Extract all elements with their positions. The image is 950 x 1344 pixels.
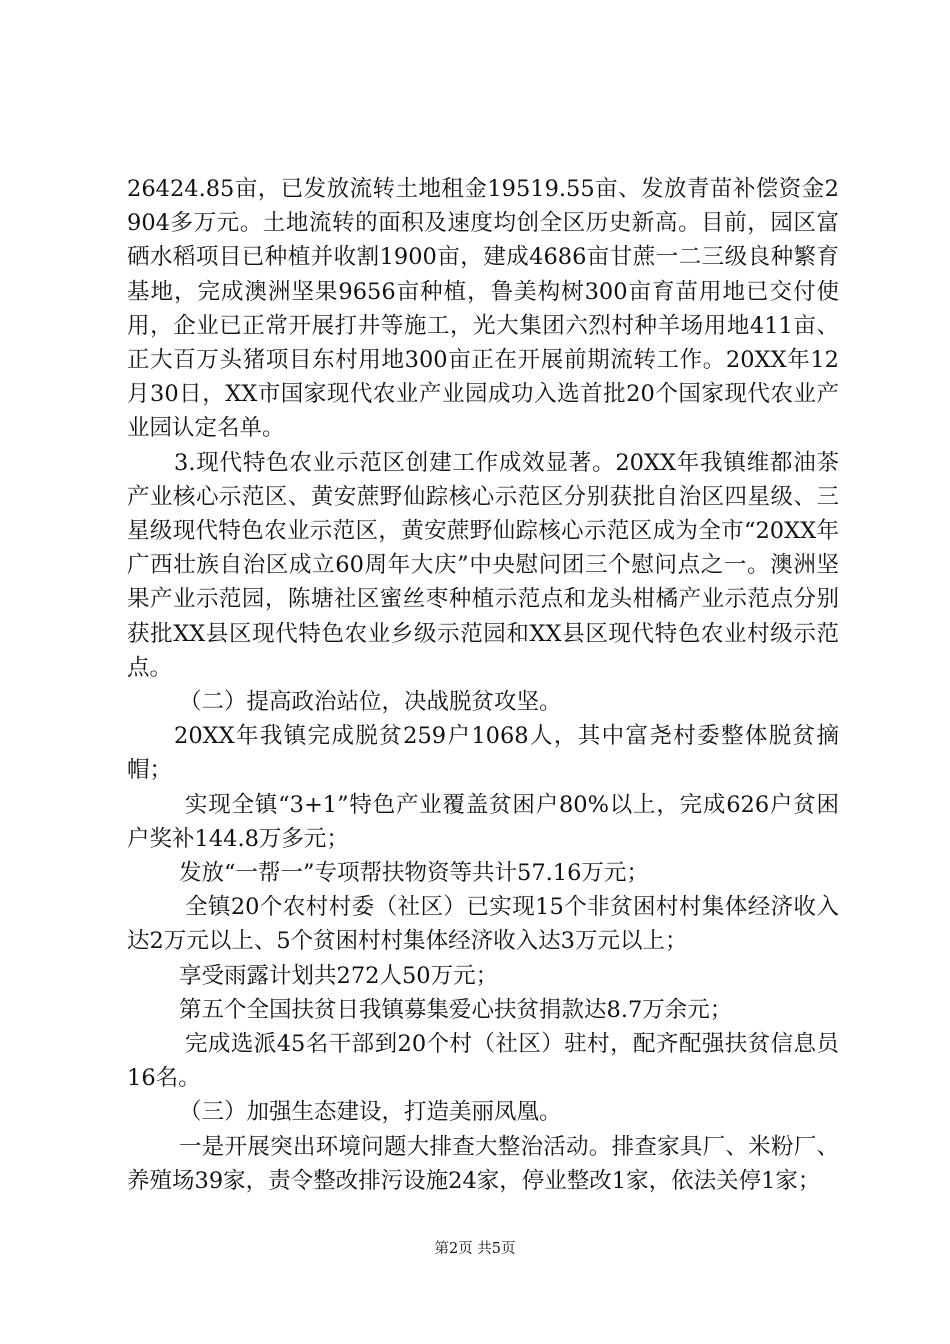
page-number: 第2页 共5页 — [434, 1241, 516, 1257]
paragraph-donations: 第五个全国扶贫日我镇募集爱心扶贫捐款达8.7万余元； — [179, 996, 733, 1023]
paragraph-industry-coverage: 实现全镇“3+1”特色产业覆盖贫困户80%以上，完成626户贫困户奖补144.8万多元； — [127, 791, 839, 852]
paragraph-poverty-relief: 20XX年我镇完成脱贫259户1068人，其中富尧村委整体脱贫摘帽； — [127, 723, 839, 784]
section-heading-poverty: （二）提高政治站位，决战脱贫攻坚。 — [179, 689, 562, 716]
paragraph-demo-zone: 3.现代特色农业示范区创建工作成效显著。20XX年我镇维都油茶产业核心示范区、黄安蔗野仙踪核心示范区分别获批自治区四星级、三星级现代特色农业示范区，黄安蔗野仙踪核心示范区成为全市“20XX年广西壮族自治区成立60周年大庆”中央慰问团三个慰问点之一。澳洲坚果产业示范园，陈塘社区蜜丝枣种植示范点和龙头柑橘产业示范点分别获批XX县区现代特色农业乡级示范园和XX县区现代特色农业村级示范点。 — [127, 449, 839, 681]
paragraph-collective-income: 全镇20个农村村委（社区）已实现15个非贫困村村集体经济收入达2万元以上、5个贫困村村集体经济收入达3万元以上； — [127, 894, 839, 955]
paragraph-cadres: 完成选派45名干部到20个村（社区）驻村，配齐配强扶贫信息员16名。 — [127, 1031, 839, 1092]
paragraph-rain-dew-plan: 享受雨露计划共272人50万元； — [179, 962, 499, 989]
document-body — [127, 172, 839, 1198]
paragraph-assistance-materials: 发放“一帮一”专项帮扶物资等共计57.16万元； — [179, 860, 649, 887]
paragraph-environment: 一是开展突出环境问题大排查大整治活动。排查家具厂、米粉厂、养殖场39家，责令整改排污设施24家，停业整改1家，依法关停1家； — [127, 1133, 839, 1194]
section-heading-ecology: （三）加强生态建设，打造美丽凤凰。 — [179, 1099, 562, 1126]
paragraph-land-transfer: 26424.85亩，已发放流转土地租金19519.55亩、发放青苗补偿资金2904多万元。土地流转的面积及速度均创全区历史新高。目前，园区富硒水稻项目已种植并收割1900亩，建成4686亩甘蔗一二三级良种繁育基地，完成澳洲坚果9656亩种植，鲁美构树300亩育苗用地已交付使用，企业已正常开展打井等施工，光大集团六烈村种羊场用地411亩、正大百万头猪项目东村用地300亩正在开展前期流转工作。20XX年12月30日，XX市国家现代农业产业园成功入选首批20个国家现代农业产业园认定名单。 — [127, 176, 839, 442]
